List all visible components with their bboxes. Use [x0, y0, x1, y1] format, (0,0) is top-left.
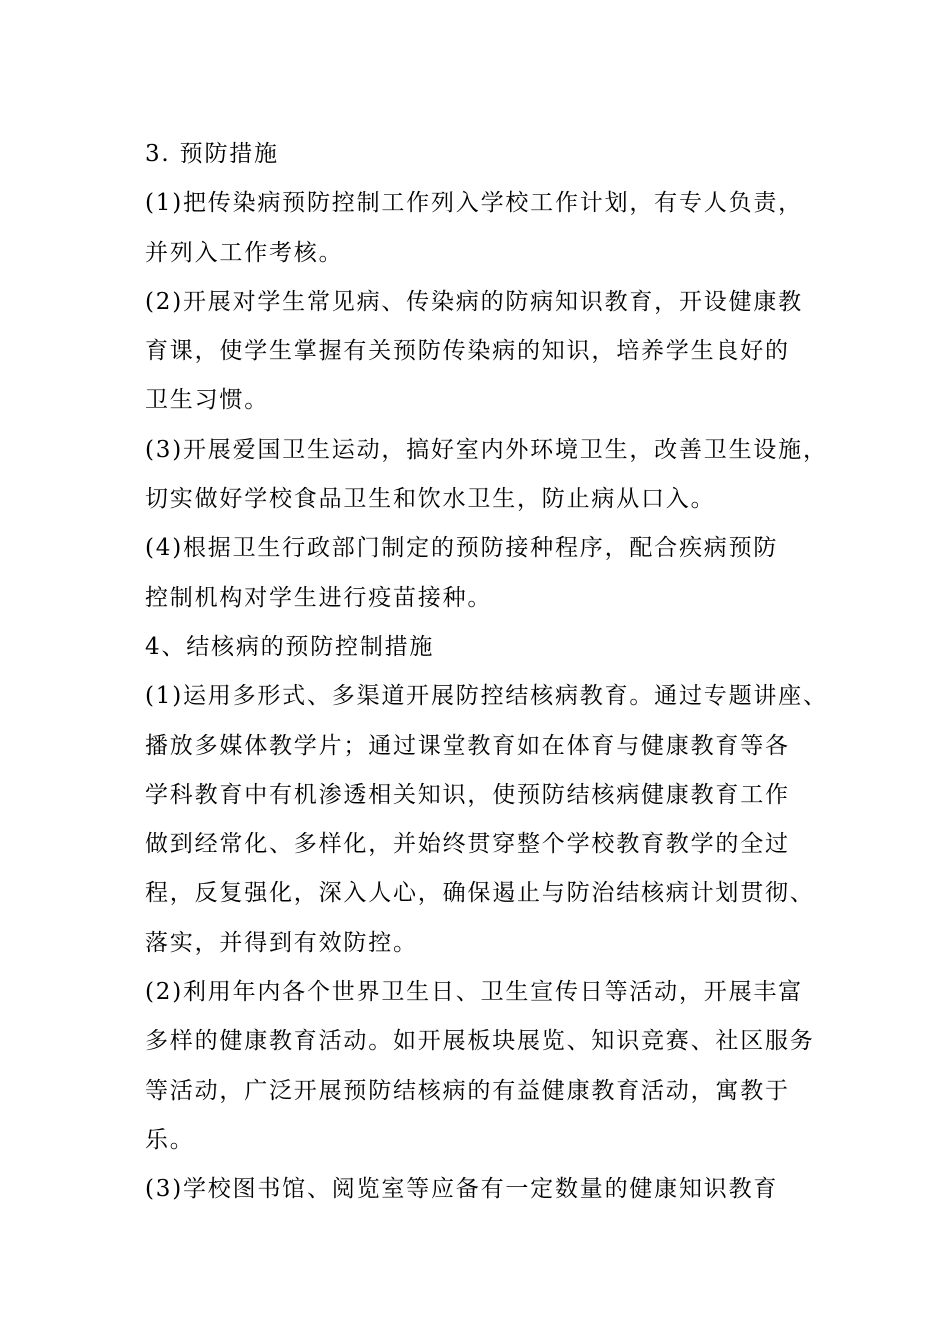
paragraph-line: 多样的健康教育活动。如开展板块展览、知识竞赛、社区服务	[145, 1028, 815, 1055]
paragraph-line: (1)运用多形式、多渠道开展防控结核病教育。通过专题讲座、	[145, 683, 828, 710]
paragraph-line: 控制机构对学生进行疫苗接种。	[145, 584, 493, 611]
paragraph-line: 等活动，广泛开展预防结核病的有益健康教育活动，寓教于	[145, 1077, 790, 1104]
section-heading-tuberculosis: 4、结核病的预防控制措施	[145, 633, 435, 660]
document-body	[145, 130, 845, 1215]
paragraph-line: 播放多媒体教学片；通过课堂教育如在体育与健康教育等各	[145, 732, 790, 759]
paragraph-line: 做到经常化、多样化，并始终贯穿整个学校教育教学的全过	[145, 831, 790, 858]
paragraph-line: 程，反复强化，深入人心，确保遏止与防治结核病计划贯彻、	[145, 880, 815, 907]
paragraph-line: (4)根据卫生行政部门制定的预防接种程序，配合疾病预防	[145, 535, 779, 562]
paragraph-line: 并列入工作考核。	[145, 239, 344, 266]
section-heading-prevention: 3. 预防措施	[145, 141, 279, 167]
paragraph-line: (3)开展爱国卫生运动，搞好室内外环境卫生，改善卫生设施，	[145, 436, 828, 463]
paragraph-line: (2)利用年内各个世界卫生日、卫生宣传日等活动，开展丰富	[145, 979, 803, 1006]
paragraph-line: 乐。	[145, 1126, 195, 1153]
paragraph-line: 切实做好学校食品卫生和饮水卫生，防止病从口入。	[145, 486, 716, 513]
paragraph-line: 卫生习惯。	[145, 387, 269, 414]
paragraph-line: (2)开展对学生常见病、传染病的防病知识教育，开设健康教	[145, 288, 803, 315]
paragraph-line: 育课，使学生掌握有关预防传染病的知识，培养学生良好的	[145, 338, 790, 365]
paragraph-line: (3)学校图书馆、阅览室等应备有一定数量的健康知识教育	[145, 1176, 779, 1203]
paragraph-line: 学科教育中有机渗透相关知识，使预防结核病健康教育工作	[145, 781, 790, 808]
paragraph-line: (1)把传染病预防控制工作列入学校工作计划，有专人负责，	[145, 190, 803, 217]
paragraph-line: 落实，并得到有效防控。	[145, 929, 418, 956]
